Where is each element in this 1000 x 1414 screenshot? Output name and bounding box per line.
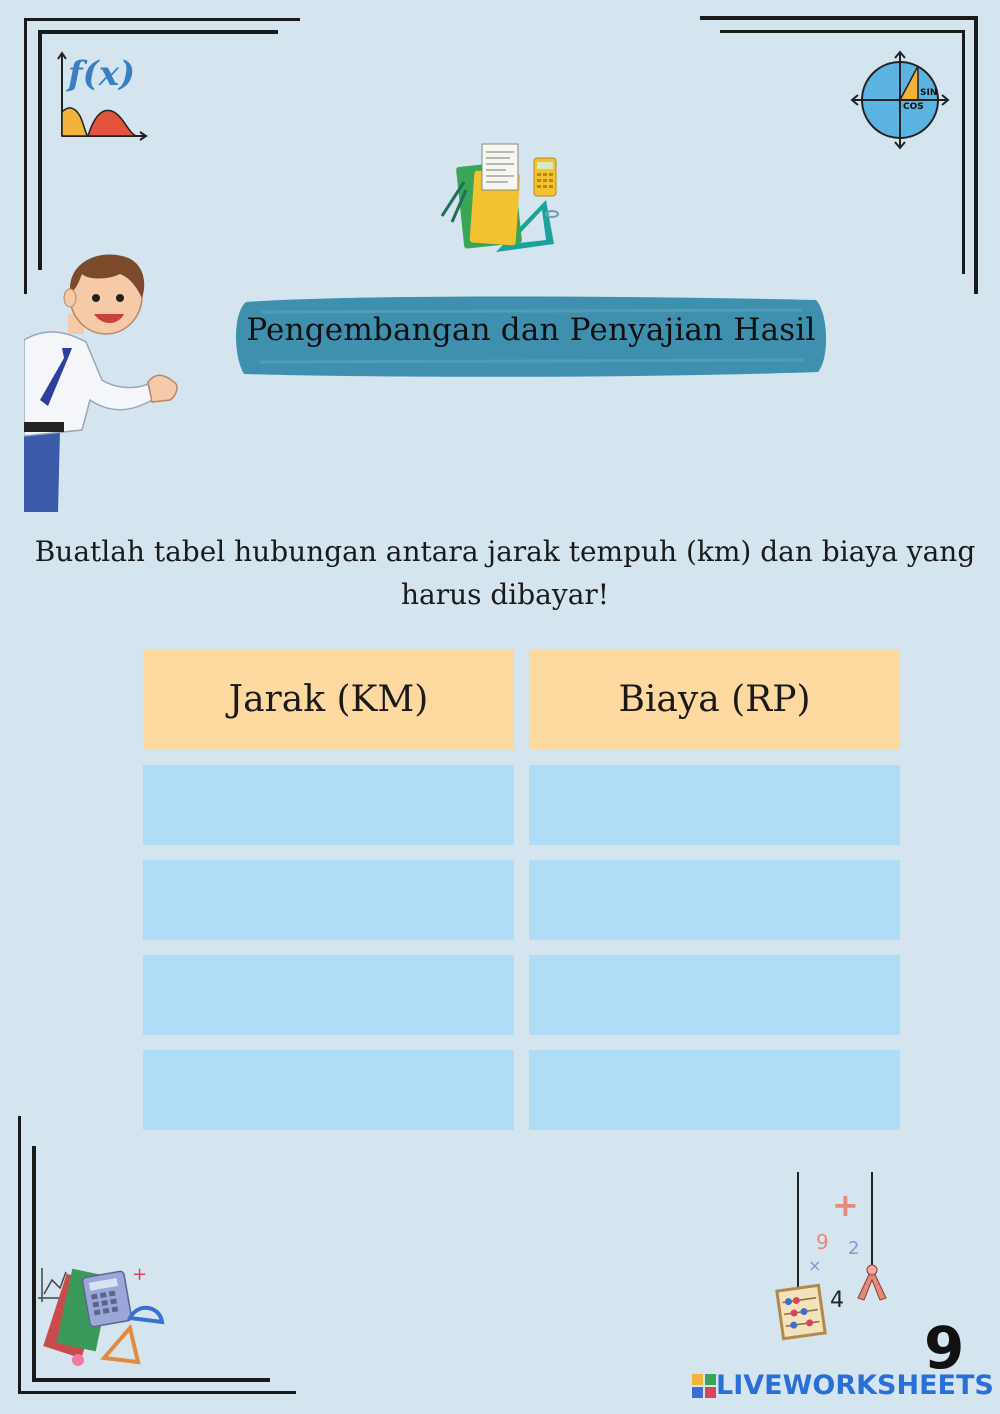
svg-text:+: +	[132, 1264, 148, 1285]
table-cell-biaya-2[interactable]	[529, 860, 900, 940]
table-cell-biaya-4[interactable]	[529, 1050, 900, 1130]
table-cell-biaya-3[interactable]	[529, 955, 900, 1035]
books-calculator-icon	[34, 1258, 166, 1368]
page-title: Pengembangan dan Penyajian Hasil	[246, 312, 816, 348]
brand-text: LIVEWORKSHEETS	[716, 1370, 994, 1401]
table-cell-biaya-1[interactable]	[529, 765, 900, 845]
four-symbol: 4	[830, 1288, 844, 1313]
trig-circle-icon	[850, 50, 950, 150]
table-cell-jarak-1[interactable]	[143, 765, 514, 845]
table-header-jarak: Jarak (KM)	[143, 650, 514, 749]
table-cell-jarak-4[interactable]	[143, 1050, 514, 1130]
two-symbol: 2	[848, 1238, 860, 1259]
table-cell-jarak-2[interactable]	[143, 860, 514, 940]
abacus-compass-icon	[774, 1170, 894, 1342]
liveworksheets-logo[interactable]	[692, 1370, 994, 1401]
times-symbol: ×	[808, 1256, 822, 1275]
instruction-text: Buatlah tabel hubungan antara jarak tempuh (km) dan biaya yang harus dibayar!	[34, 535, 976, 611]
table-header-biaya: Biaya (RP)	[529, 650, 900, 749]
function-graph-icon	[54, 50, 150, 142]
liveworksheets-icon	[692, 1374, 716, 1398]
sin-label: SIN	[920, 88, 938, 98]
plus-symbol: +	[832, 1186, 859, 1224]
table-cell-jarak-3[interactable]	[143, 955, 514, 1035]
title-banner	[232, 292, 830, 380]
cos-label: COS	[903, 102, 924, 112]
student-character	[24, 250, 184, 512]
notebook-supplies-icon	[436, 140, 568, 256]
page-number: 9	[924, 1314, 965, 1382]
function-label: f(x)	[68, 54, 136, 94]
nine-symbol: 9	[816, 1230, 829, 1254]
